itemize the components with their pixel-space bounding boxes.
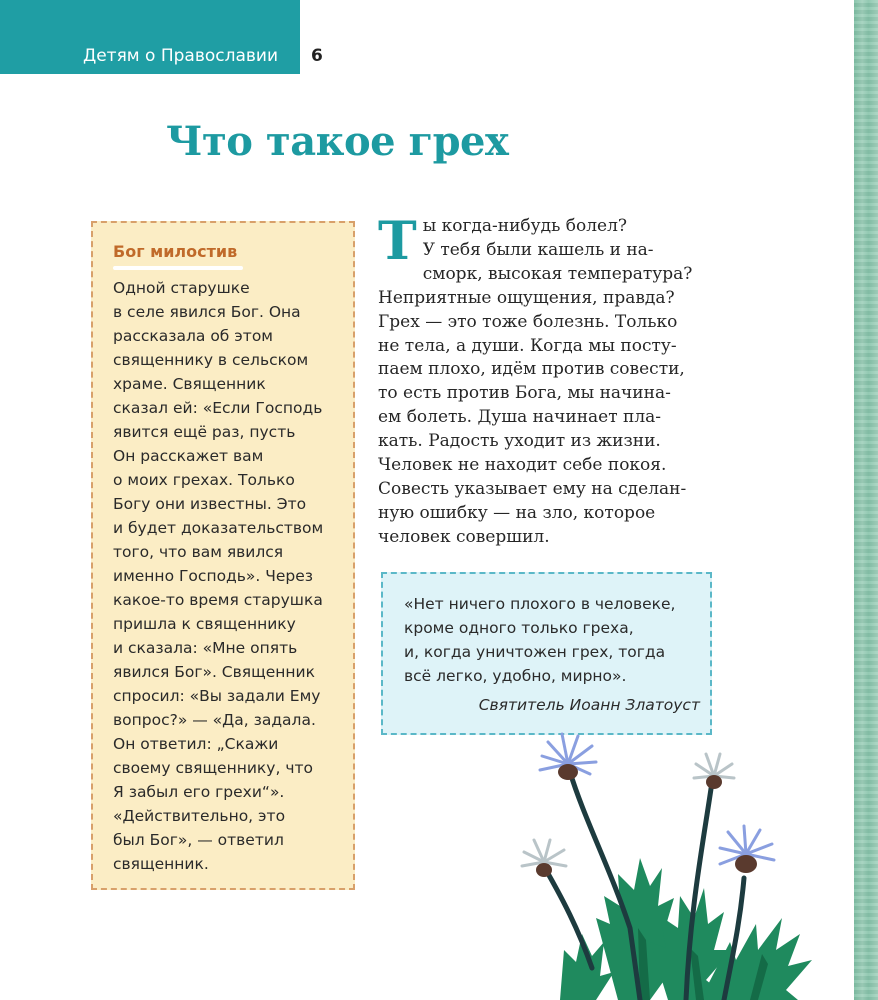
section-title: Детям о Православии	[82, 46, 278, 66]
sidebar-heading-underline	[113, 266, 243, 270]
page-title: Что такое грех	[166, 118, 509, 165]
article-body-text: ы когда-нибудь болел? У тебя были кашель и на- сморк, высокая температура? Неприятные ощущения, правда? Грех — это тоже болезнь. Только не тела, а души. Когда мы посту- паем плохо, идём против совести, то есть против Бога, мы начина- ем болеть. Душа начинает пла- кать. Радость уходит из жизни. Человек не находит себе покоя. Совесть указывает ему на сделан- ную ошибку — на зло, которое человек совершил.	[378, 216, 693, 547]
thistle-flower-heads	[522, 734, 774, 877]
sidebar-story-text: Одной старушке в селе явился Бог. Она рассказала об этом священнику в сельском храме. Священник сказал ей: «Если Господь явится ещё раз, пусть Он расскажет вам о моих грехах. Только Богу они известны. Это и будет доказательством того, что вам явился именно Господь». Через какое-то время старушка пришла к священнику и сказала: «Мне опять явился Бог». Священник спросил: «Вы задали Ему вопрос?» — «Да, задала. Он ответил: „Скажи своему священнику, что Я забыл его грехи“». «Действительно, это был Бог», — ответил священник.	[113, 279, 324, 873]
sidebar-story-box	[91, 221, 355, 890]
page-number: 6	[311, 46, 323, 66]
quote-box	[381, 572, 712, 735]
drop-cap: Т	[378, 211, 417, 272]
article-body	[378, 211, 718, 550]
page-edge-strip	[854, 0, 878, 1000]
quote-text: «Нет ничего плохого в человеке, кроме одного только греха, и, когда уничтожен грех, тогда всё легко, удобно, мирно».	[404, 595, 676, 685]
sidebar-heading: Бог милостив	[113, 242, 238, 261]
header-bar	[0, 0, 300, 74]
thistle-flowers-illustration	[500, 728, 854, 1000]
quote-author: Святитель Иоанн Златоуст	[478, 696, 700, 714]
